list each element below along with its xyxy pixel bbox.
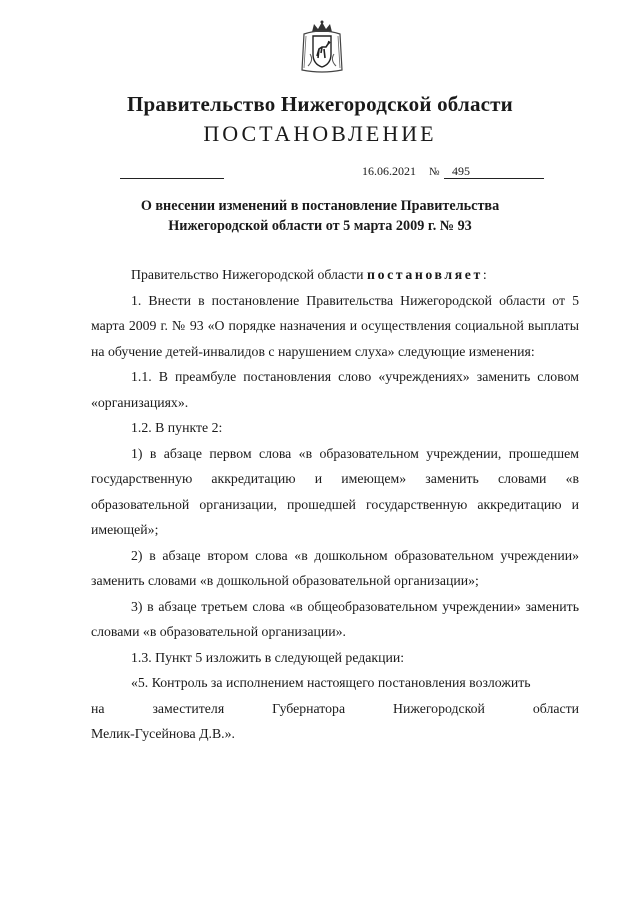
paragraph-5-line-3: Мелик-Гусейнова Д.В.». [91,726,235,741]
preamble-end: : [482,267,487,282]
paragraph-1-2-3: 3) в абзаце третьем слова «в общеобразовательном учреждении» заменить словами «в образовательной организации». [91,598,579,639]
document-body [91,262,579,747]
paragraph-5-line-2: на заместителя Губернатора Нижегородской области [91,700,579,716]
number-sign: № [429,166,440,178]
paragraph-1-3: 1.3. Пункт 5 изложить в следующей редакции: [131,649,405,665]
document-type: ПОСТАНОВЛЕНИЕ [203,121,437,146]
decree-word: постановляет [367,267,483,282]
document-date: 16.06.2021 [362,164,416,178]
paragraph-1-2-1: 1) в абзаце первом слова «в образовательном учреждении, прошедшем государственную аккредитацию и имеющем» заменить словами «в образовательной организации, прошедшей государственную аккредитацию и имеющей»; [91,445,579,537]
subject-line-2: Нижегородской области от 5 марта 2009 г. № 93 [168,218,472,234]
document-number: 495 [452,164,470,178]
paragraph-1-1: 1.1. В преамбуле постановления слово «учреждениях» заменить словом «организациях». [91,369,579,410]
document-subject [0,196,640,236]
paragraph-1-2-2: 2) в абзаце втором слова «в дошкольном образовательном учреждении» заменить словами «в дошкольной образовательной организации»; [91,547,579,588]
coat-of-arms-icon [300,20,344,74]
blank-underline [120,178,224,179]
preamble-start: Правительство Нижегородской области [131,267,368,282]
preamble [91,262,579,288]
paragraph-1-2: 1.2. В пункте 2: [131,420,223,435]
paragraph-1: 1. Внести в постановление Правительства Нижегородской области от 5 марта 2009 г. № 93 «О порядке назначения и осуществления социальной выплаты на обучение детей-инвалидов с нарушением слуха» следующие изменения: [91,292,579,359]
government-name: Правительство Нижегородской области [127,92,513,116]
paragraph-5-line-1: «5. Контроль за исполнением настоящего постановления возложить [131,675,531,690]
number-field [444,164,544,179]
date-number-row [0,164,640,186]
subject-line-1: О внесении изменений в постановление Правительства [140,198,500,214]
